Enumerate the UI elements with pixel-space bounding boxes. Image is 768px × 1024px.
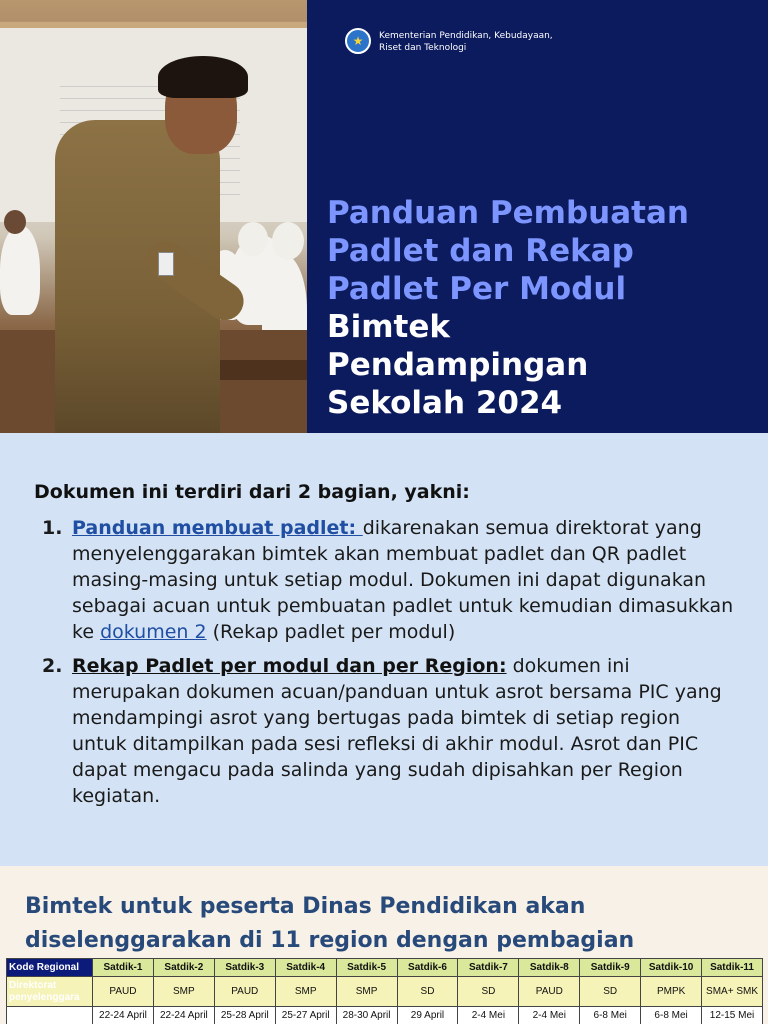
region-table [6, 958, 763, 1024]
intro-text: Dokumen ini terdiri dari 2 bagian, yakni: [34, 481, 470, 503]
list-item: 1. Panduan membuat padlet: dikarenakan semua direktorat yang menyelenggarakan bimtek akan membuat padlet dan QR padlet masing-masing untuk setiap modul. Dokumen ini dapat digunakan sebagai acuan untuk pembuatan padlet untuk kemudian dimasukkan ke dokumen 2 (Rekap padlet per modul) [42, 517, 734, 643]
recap-label: Rekap Padlet per modul dan per Region: [72, 655, 507, 677]
table-row: Direktorat penyelenggara PAUD SMP PAUD SMP SMP SD SD PAUD SD PMPK SMA+ SMK [7, 977, 763, 1007]
cover-header [0, 0, 768, 433]
region-heading: Bimtek untuk peserta Dinas Pendidikan akan diselenggarakan di 11 region dengan pembagian [25, 894, 635, 953]
ministry-name: Kementerian Pendidikan, Kebudayaan, Riset dan Teknologi [379, 31, 553, 53]
table-row: Waktu 22-24 April 22-24 April 25-28 April 25-27 April 28-30 April 29 April 2-4 Mei 2-4 Mei 6-8 Mei 6-8 Mei 12-15 Mei [7, 1007, 763, 1024]
padlet-guide-link[interactable]: Panduan membuat padlet: [72, 517, 363, 539]
title-panel [307, 0, 768, 433]
document-subtitle: Bimtek Pendampingan Sekolah 2024 [327, 309, 589, 421]
document-overview [0, 433, 768, 866]
table-row: Kode Regional Satdik-1 Satdik-2 Satdik-3 Satdik-4 Satdik-5 Satdik-6 Satdik-7 Satdik-8 Satdik-9 Satdik-10 Satdik-11 [7, 959, 763, 977]
section-list [34, 515, 734, 817]
document-2-link[interactable]: dokumen 2 [100, 621, 207, 643]
region-section [0, 866, 768, 1024]
classroom-photo [0, 0, 307, 433]
document-title: Panduan Pembuatan Padlet dan Rekap Padlet Per Modul [327, 195, 689, 307]
tut-wuri-handayani-logo-icon: ★ [345, 28, 371, 54]
list-item: 2. Rekap Padlet per modul dan per Region: dokumen ini merupakan dokumen acuan/panduan untuk asrot bersama PIC yang mendampingi asrot yang bertugas pada bimtek di setiap region untuk ditampilkan pada sesi refleksi di akhir modul. Asrot dan PIC dapat mengacu pada salinda yang sudah dipisahkan per Region kegiatan. [42, 655, 722, 807]
